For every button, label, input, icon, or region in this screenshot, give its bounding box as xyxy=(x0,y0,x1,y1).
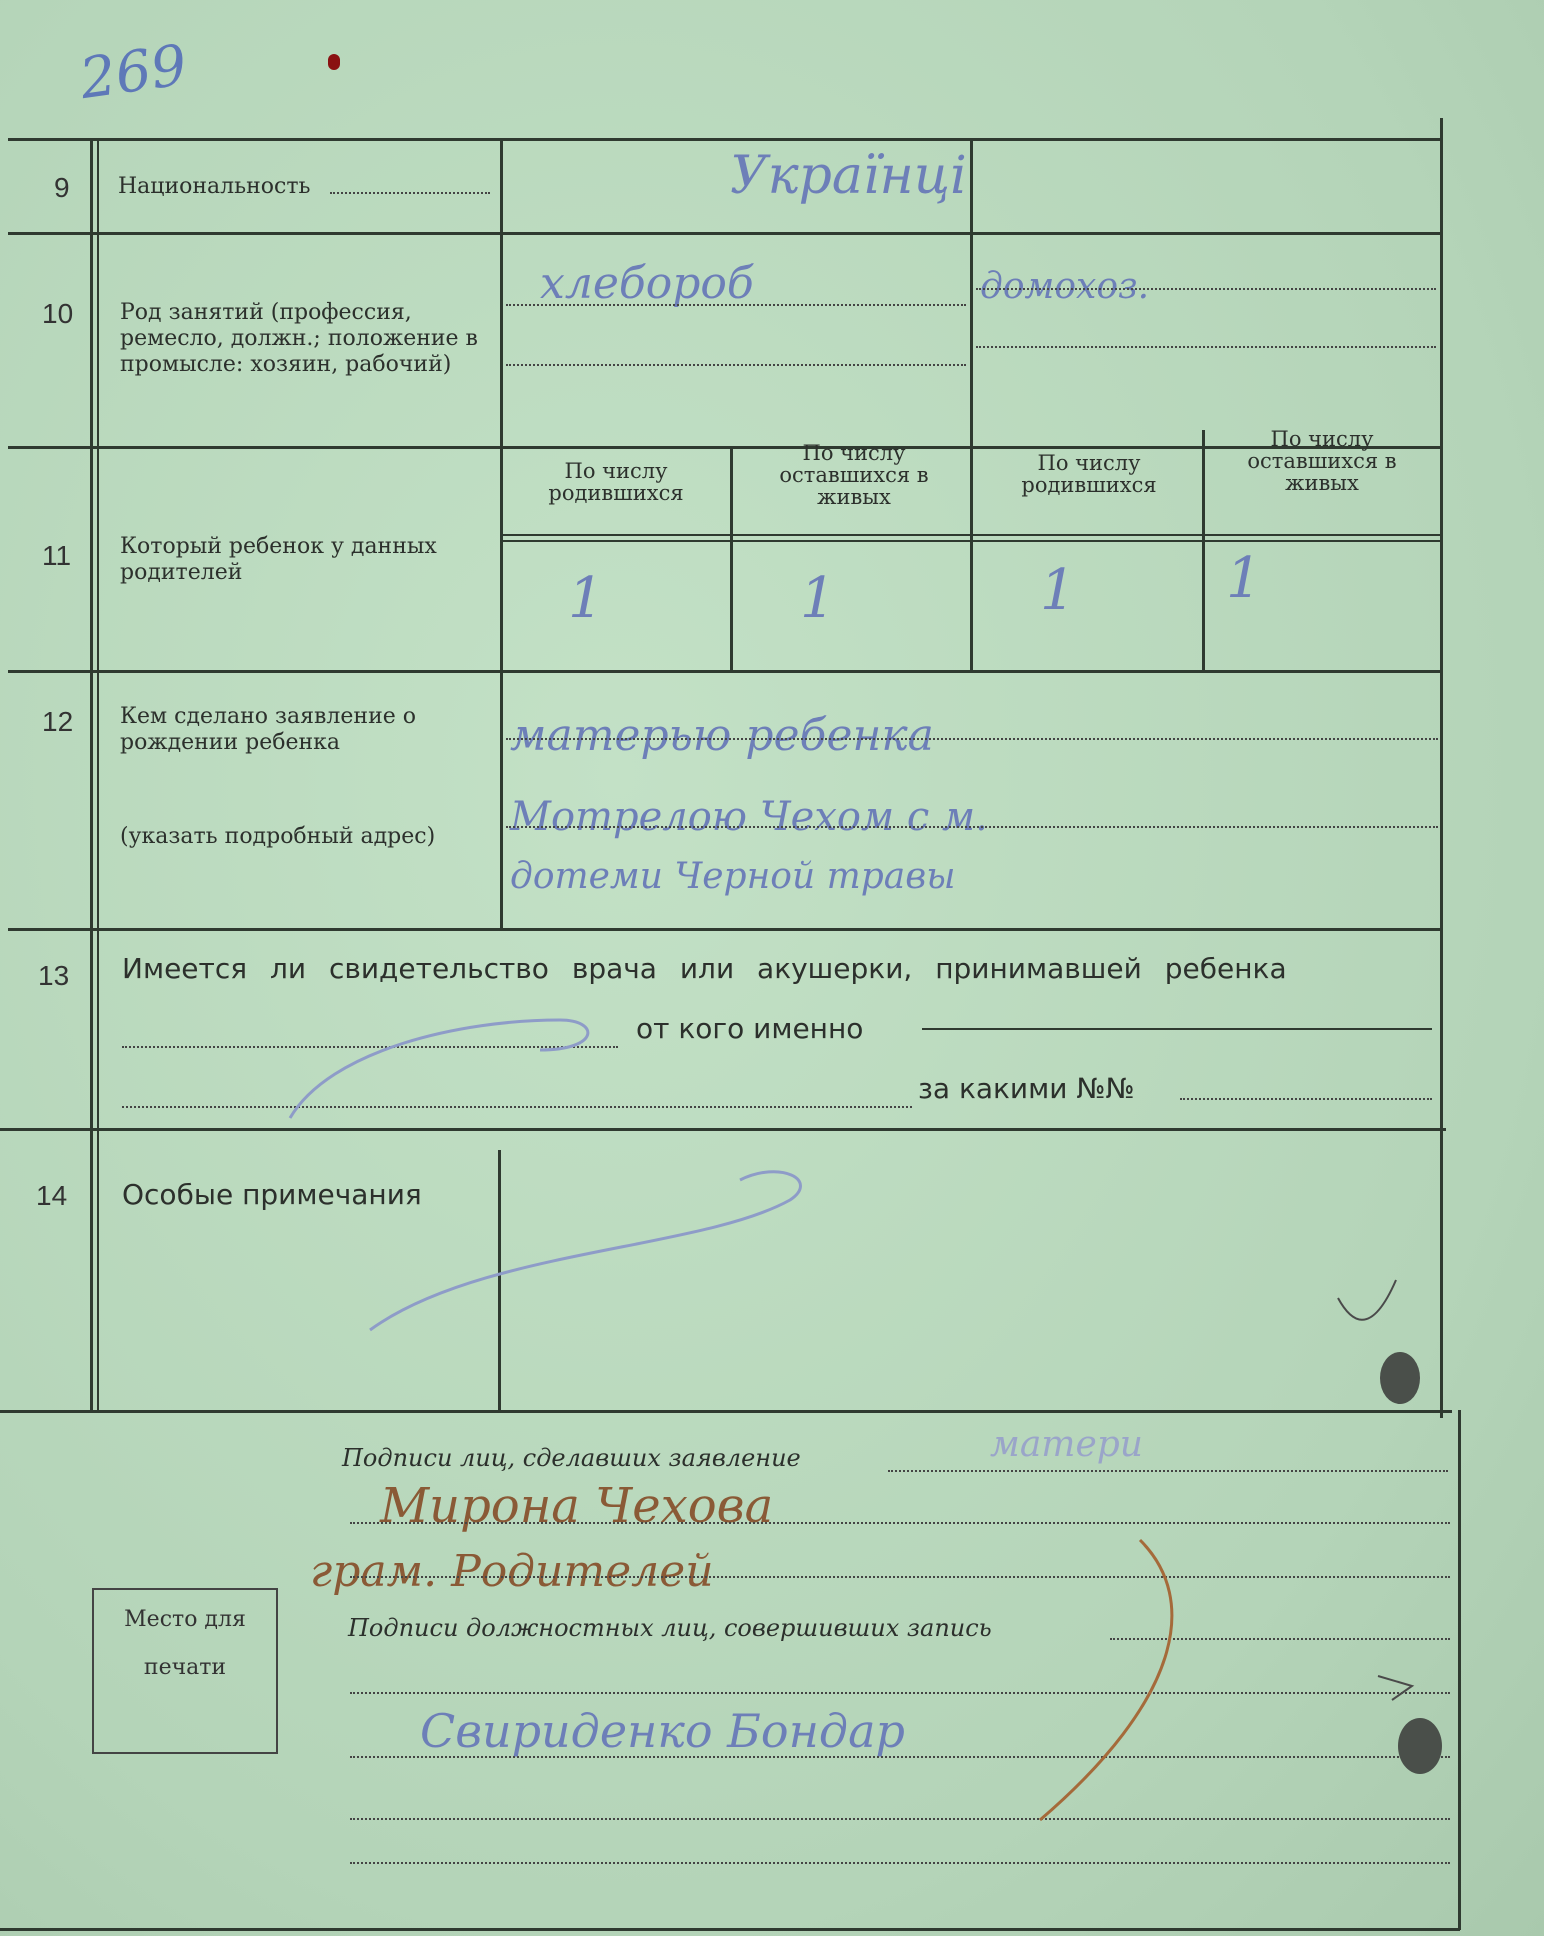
occupation-father: хлебороб xyxy=(540,258,754,309)
header-mark: 269 xyxy=(75,32,191,113)
occupation-mother: домохоз. xyxy=(980,266,1150,307)
row12-sublabel: (указать подробный адрес) xyxy=(120,824,436,849)
stamp-line2: печати xyxy=(143,1655,227,1680)
col-alive-mother: По числу оставшихся в живых xyxy=(1247,427,1397,495)
row-number: 13 xyxy=(38,960,70,991)
applicant-signature: матери xyxy=(990,1424,1143,1465)
declarant-line3: дотеми Черной травы xyxy=(510,856,956,897)
officials-label: Подписи должностных лиц, совершивших запись xyxy=(348,1614,992,1642)
declarant-line1: матерью ребенка xyxy=(510,710,934,761)
applicants-label: Подписи лиц, сделавших заявление xyxy=(342,1444,801,1472)
applicant-signature: Мирона Чехова xyxy=(380,1478,774,1534)
row-number: 14 xyxy=(36,1180,68,1211)
row9-label: Национальность xyxy=(118,174,311,199)
row-number: 12 xyxy=(42,706,74,737)
row13-numbers: за какими №№ xyxy=(918,1072,1135,1105)
row12-label: Кем сделано заявление о рождении ребенка xyxy=(120,704,416,755)
col-born-mother: По числу родившихся xyxy=(1021,451,1157,497)
row-number: 10 xyxy=(42,298,74,329)
count-value: 1 xyxy=(800,566,836,631)
row-number: 11 xyxy=(42,540,72,571)
row-number: 9 xyxy=(54,172,70,203)
row13-from-whom: от кого именно xyxy=(636,1012,864,1045)
count-value: 1 xyxy=(1040,558,1076,623)
col-born-father: По числу родившихся xyxy=(548,459,684,505)
count-value: 1 xyxy=(1226,546,1262,611)
row11-label: Который ребенок у данных родителей xyxy=(120,534,437,585)
row14-label: Особые примечания xyxy=(122,1178,422,1211)
row10-label: Род занятий (профессия, ремесло, должн.; положение в промысле: хозяин, рабочий) xyxy=(120,300,478,377)
nationality-value: Українці xyxy=(730,146,967,206)
declarant-line2: Мотрелою Чехом с м. xyxy=(510,794,988,840)
applicant-signature: грам. Родителей xyxy=(310,1546,714,1597)
count-value: 1 xyxy=(568,566,604,631)
official-signature: Свириденко Бондар xyxy=(420,1704,905,1758)
row13-text: Имеется ли свидетельство врача или акушерки, принимавшей ребенка xyxy=(122,952,1287,985)
stamp-line1: Место для xyxy=(124,1607,246,1632)
col-alive-father: По числу оставшихся в живых xyxy=(779,441,929,509)
